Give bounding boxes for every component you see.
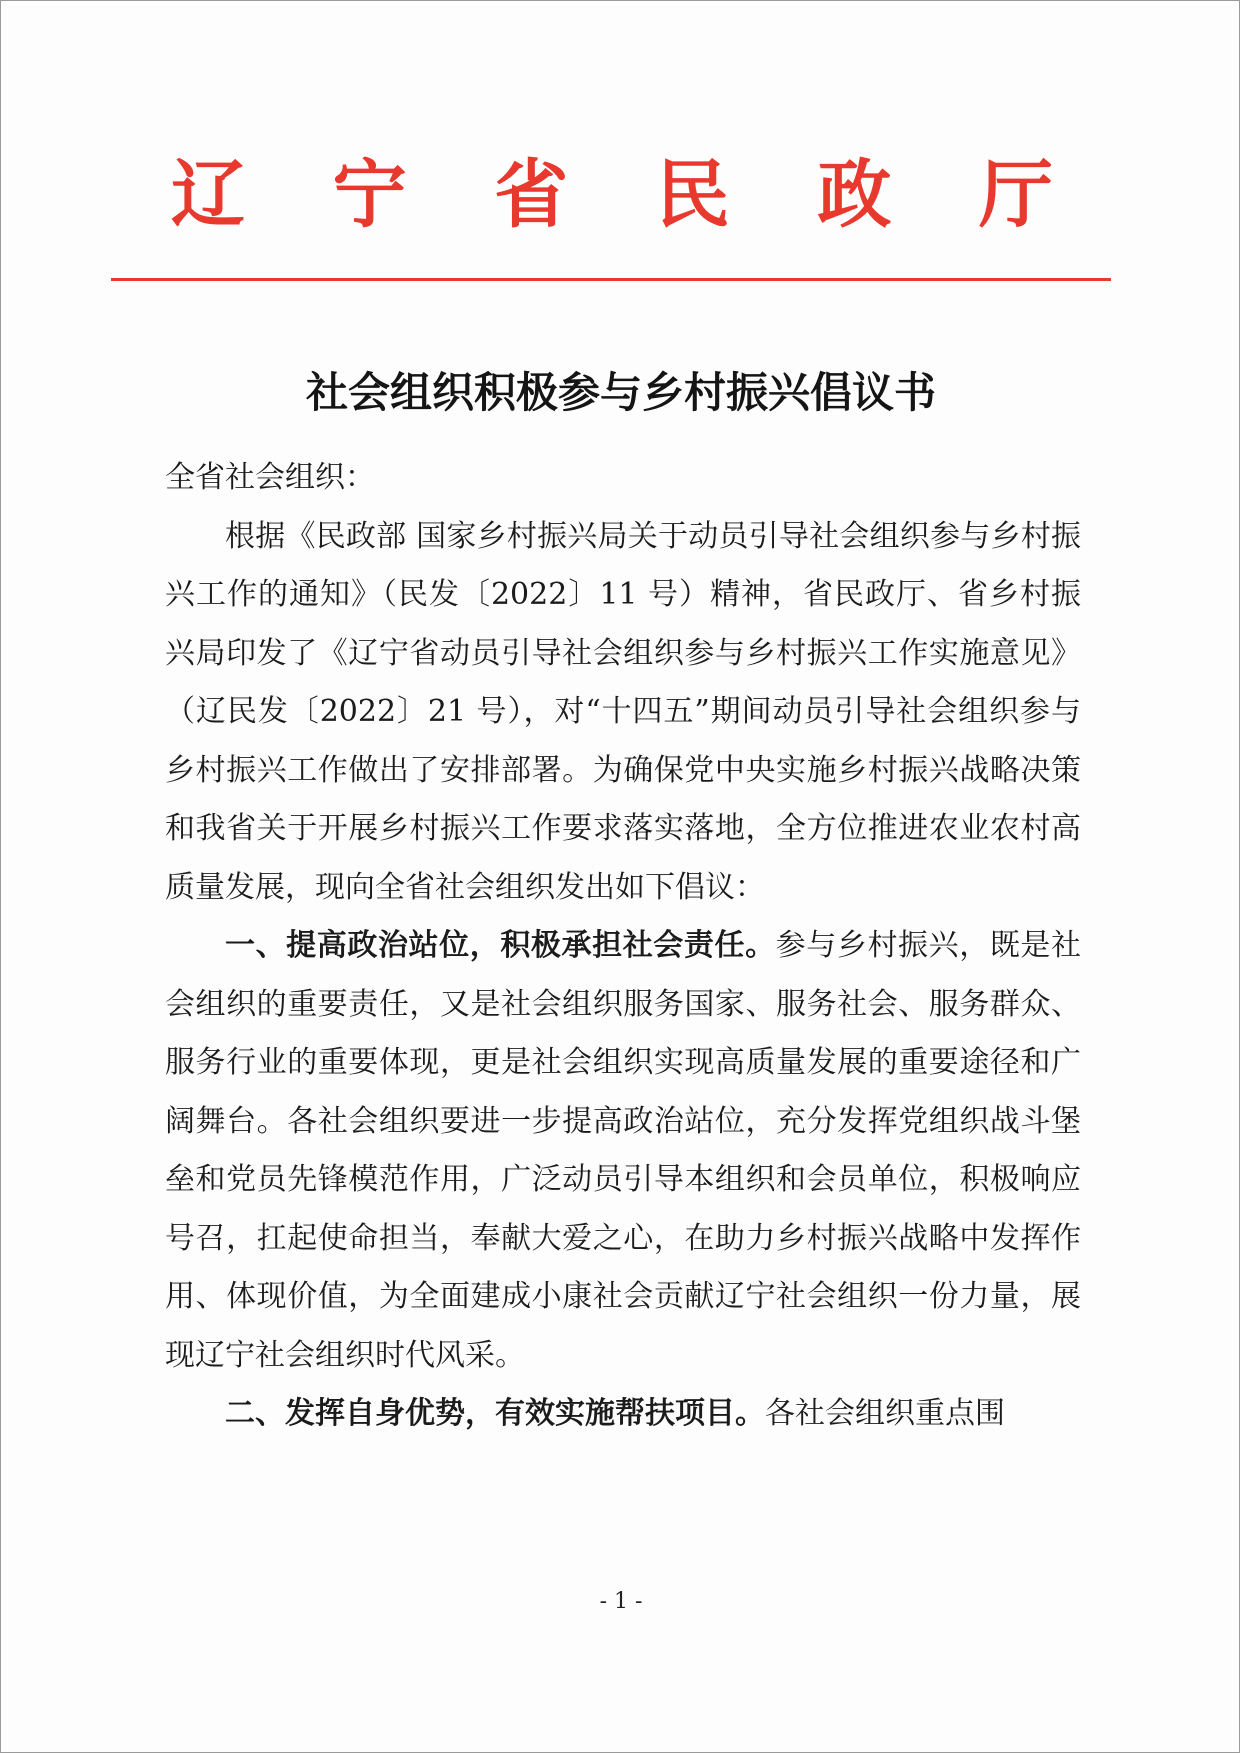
section-paragraph (165, 917, 1081, 1385)
letterhead (111, 149, 1111, 241)
letterhead-char: 宁 (332, 152, 407, 238)
salutation: 全省社会组织： (165, 460, 375, 495)
document-title: 社会组织积极参与乡村振兴倡议书 (305, 368, 936, 418)
page-number: - 1 - (599, 1589, 643, 1614)
section-paragraph (165, 1385, 1081, 1444)
letterhead-char: 民 (655, 152, 730, 238)
document-body (165, 449, 1081, 1444)
intro-paragraph: 根据《民政部 国家乡村振兴局关于动员引导社会组织参与乡村振兴工作的通知》（民发〔2022〕11 号）精神，省民政厅、省乡村振兴局印发了《辽宁省动员引导社会组织参与乡村振兴工作实施意见》（辽民发〔2022〕21 号），对“十四五”期间动员引导社会组织参与乡村振兴工作做出了安排部署。为确保党中央实施乡村振兴战略决策和我省关于开展乡村振兴工作要求落实落地，全方位推进农业农村高质量发展，现向全省社会组织发出如下倡议： (165, 518, 1081, 905)
section-heading: 二、发挥自身优势，有效实施帮扶项目。 (225, 1396, 765, 1431)
letterhead-divider (111, 278, 1111, 281)
letterhead-char: 省 (494, 152, 569, 238)
letterhead-char: 政 (817, 152, 892, 238)
letterhead-char: 辽 (171, 152, 245, 238)
section-body: 参与乡村振兴，既是社会组织的重要责任，又是社会组织服务国家、服务社会、服务群众、服务行业的重要体现，更是社会组织实现高质量发展的重要途径和广阔舞台。各社会组织要进一步提高政治站位，充分发挥党组织战斗堡垒和党员先锋模范作用，广泛动员引导本组织和会员单位，积极响应号召，扛起使命担当，奉献大爱之心，在助力乡村振兴战略中发挥作用、体现价值，为全面建成小康社会贡献辽宁社会组织一份力量，展现辽宁社会组织时代风采。 (165, 928, 1082, 1373)
section-body: 各社会组织重点围 (765, 1396, 1005, 1431)
section-heading: 一、提高政治站位，积极承担社会责任。 (225, 928, 776, 963)
letterhead-char: 厅 (978, 152, 1053, 238)
